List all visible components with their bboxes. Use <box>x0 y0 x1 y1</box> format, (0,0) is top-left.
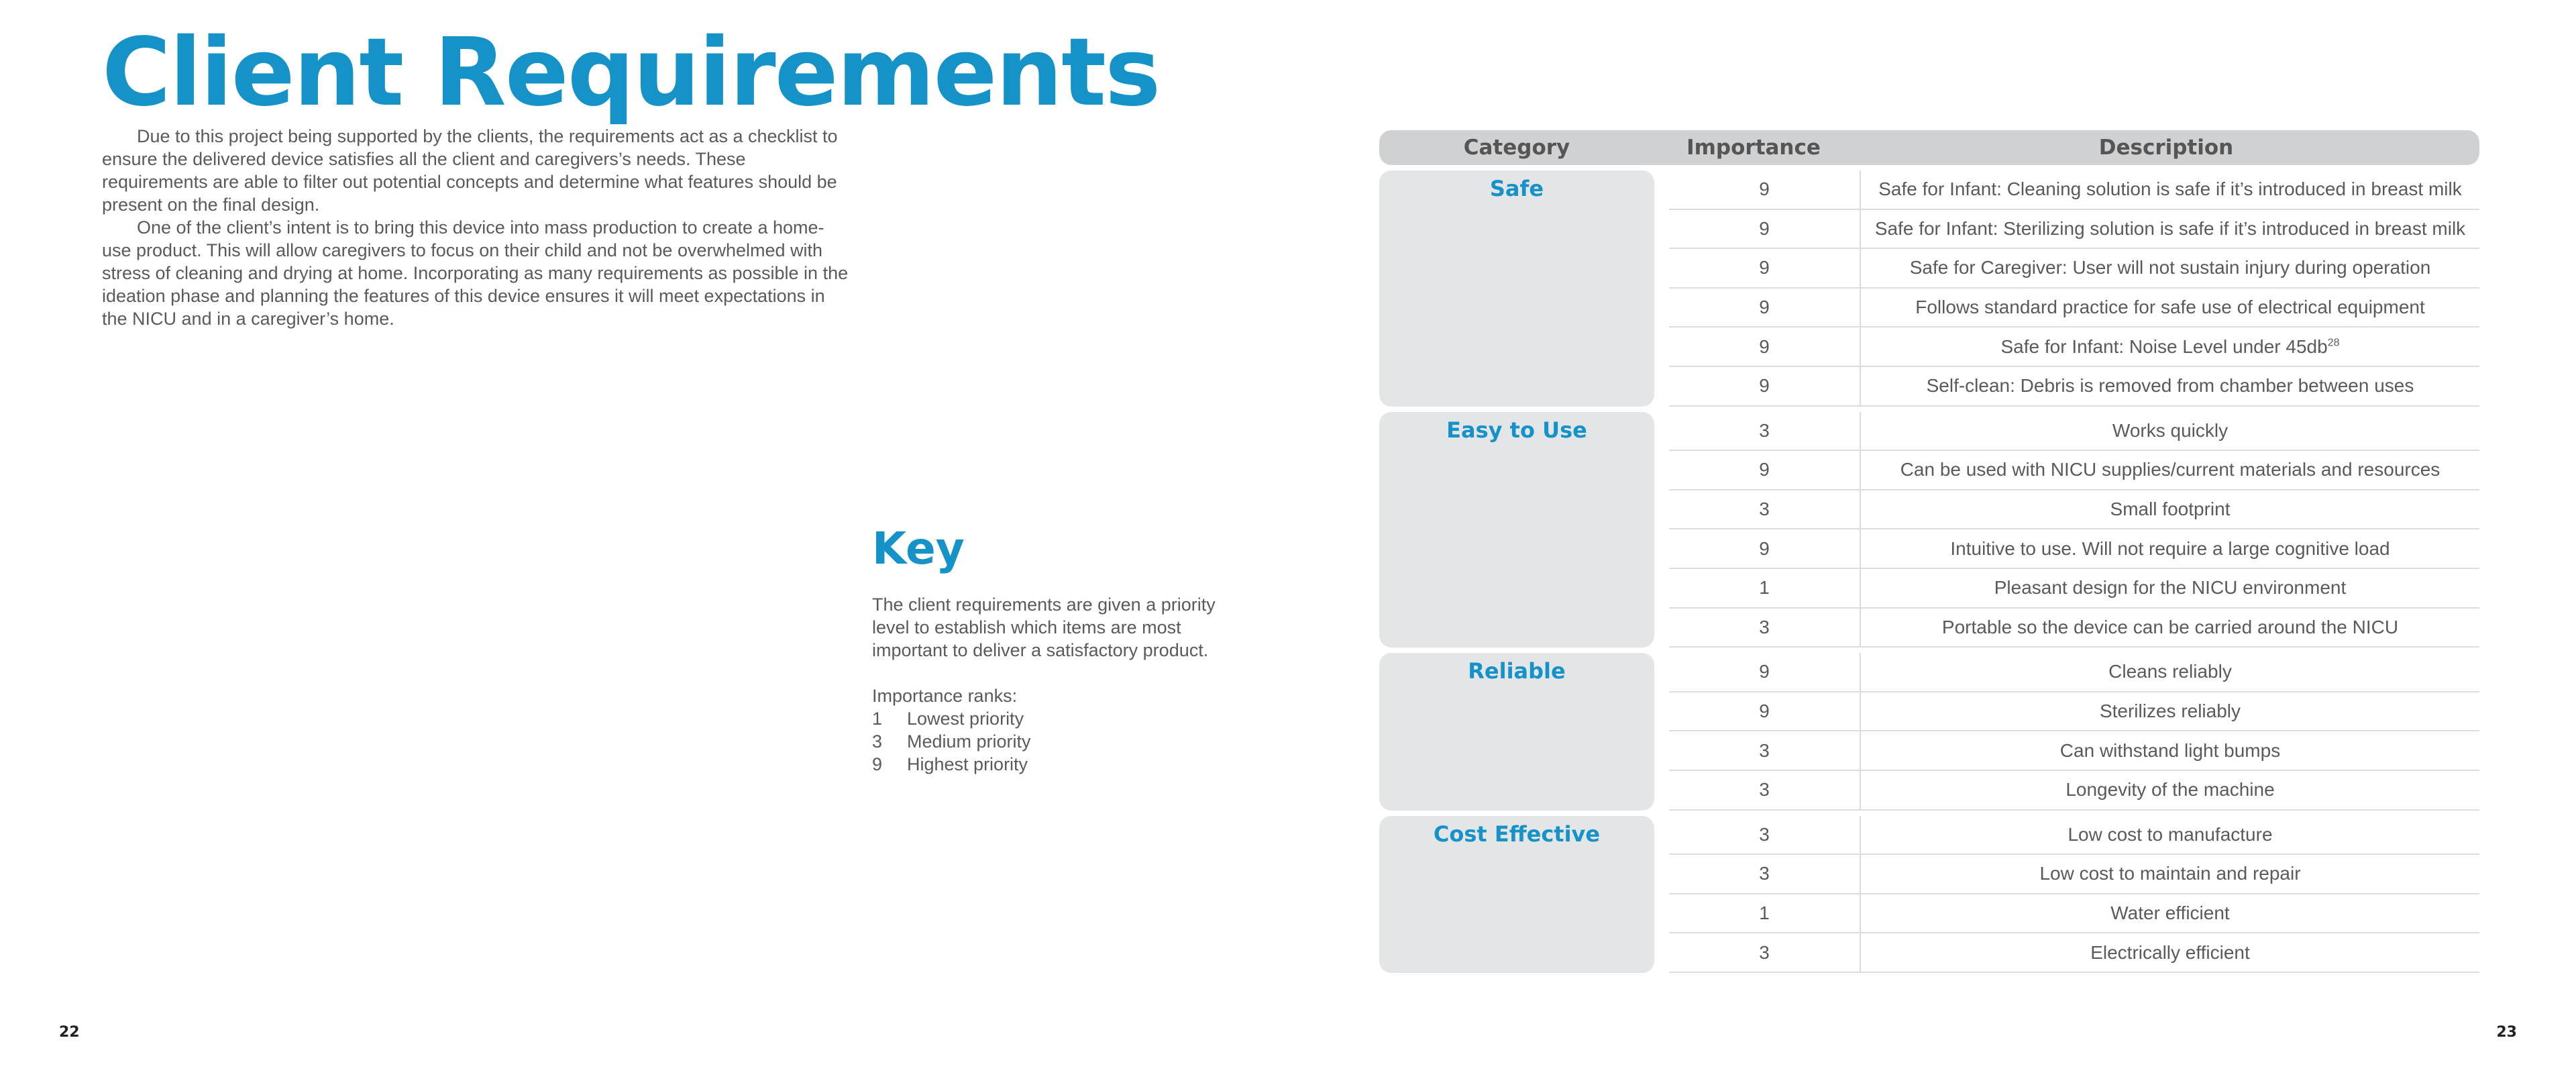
category-rows <box>1669 653 2479 810</box>
table-row <box>1669 933 2479 973</box>
intro-paragraph-1: Due to this project being supported by the clients, the requirements act as a checklist to ensure the delivered device satisfies all the client and caregivers’s needs. These requirements are able to filter out potential concepts and determine what features should be present on the final design. <box>102 126 838 215</box>
importance-cell: 9 <box>1669 327 1861 366</box>
description-text: Safe for Infant: Sterilizing solution is safe if it’s introduced in breast milk <box>1874 217 2466 239</box>
description-cell <box>1861 779 2479 800</box>
description-cell <box>1861 375 2479 397</box>
description-text: Portable so the device can be carried around the NICU <box>1941 616 2399 637</box>
table-row <box>1669 210 2479 250</box>
description-text: Low cost to manufacture <box>2068 823 2273 845</box>
description-text: Low cost to maintain and repair <box>2039 863 2301 884</box>
table-row <box>1669 855 2479 894</box>
table-row <box>1669 249 2479 289</box>
intro-paragraph-2: One of the client’s intent is to bring this device into mass production to create a home-use product. This will allow caregivers to focus on their child and not be overwhelmed with stress of cleaning and drying at home. Incorporating as many requirements as possible in the ideation phase and planning the features of this device ensures it will meet expectations in the NICU and in a caregiver’s home. <box>102 217 849 329</box>
category-rows <box>1669 412 2479 648</box>
table-row <box>1669 529 2479 569</box>
description-text: Water efficient <box>2110 902 2230 923</box>
description-cell <box>1861 617 2479 638</box>
importance-cell: 9 <box>1669 692 1861 731</box>
description-cell <box>1861 577 2479 599</box>
rank-item <box>872 707 1221 730</box>
description-text: Can withstand light bumps <box>2059 739 2281 761</box>
rank-item <box>872 753 1221 776</box>
importance-cell: 1 <box>1669 894 1861 933</box>
intro-text <box>102 125 853 330</box>
table-row <box>1669 771 2479 811</box>
description-text: Works quickly <box>2112 419 2229 441</box>
table-body <box>1379 170 2479 973</box>
table-row <box>1669 653 2479 692</box>
description-text: Safe for Infant: Noise Level under 45db <box>2000 335 2328 357</box>
importance-cell: 9 <box>1669 249 1861 287</box>
description-cell <box>1861 257 2479 278</box>
importance-cell: 9 <box>1669 529 1861 568</box>
description-text: Intuitive to use. Will not require a large cognitive load <box>1950 537 2390 559</box>
page-title: Client Requirements <box>102 18 1160 127</box>
ranks-heading: Importance ranks: <box>872 686 1018 706</box>
table-row <box>1669 816 2479 856</box>
description-text: Safe for Caregiver: User will not sustain injury during operation <box>1909 257 2431 278</box>
table-row <box>1669 609 2479 648</box>
category-rows <box>1669 170 2479 407</box>
table-row <box>1669 170 2479 210</box>
description-cell <box>1861 459 2479 480</box>
rank-label: Highest priority <box>907 754 1028 774</box>
category-label: Reliable <box>1379 653 1654 810</box>
description-cell <box>1861 336 2479 358</box>
importance-cell: 9 <box>1669 289 1861 327</box>
category-group <box>1379 170 2479 407</box>
category-label: Cost Effective <box>1379 816 1654 973</box>
importance-cell: 3 <box>1669 731 1861 770</box>
footnote-reference: 28 <box>2327 337 2340 349</box>
importance-cell: 3 <box>1669 609 1861 647</box>
table-row <box>1669 894 2479 934</box>
table-row <box>1669 731 2479 771</box>
category-label: Easy to Use <box>1379 412 1654 648</box>
description-text: Self-clean: Debris is removed from chamber between uses <box>1926 375 2414 397</box>
key-heading: Key <box>872 523 965 574</box>
description-cell <box>1861 218 2479 240</box>
importance-cell: 1 <box>1669 569 1861 607</box>
importance-cell: 9 <box>1669 210 1861 248</box>
description-cell <box>1861 740 2479 762</box>
page-number-left: 22 <box>59 1024 80 1041</box>
category-group <box>1379 816 2479 973</box>
table-header <box>1379 130 2479 165</box>
rank-label: Medium priority <box>907 731 1031 752</box>
description-cell <box>1861 661 2479 682</box>
description-text: Can be used with NICU supplies/current materials and resources <box>1900 459 2440 480</box>
header-description: Description <box>2098 136 2234 160</box>
description-text: Pleasant design for the NICU environment <box>1994 577 2347 599</box>
description-text: Safe for Infant: Cleaning solution is safe if it’s introduced in breast milk <box>1878 178 2462 200</box>
table-row <box>1669 327 2479 367</box>
table-row <box>1669 412 2479 452</box>
key-description: The client requirements are given a priority level to establish which items are most important to deliver a satisfactory product. <box>872 595 1216 660</box>
rank-number: 1 <box>872 709 883 729</box>
table-row <box>1669 569 2479 609</box>
category-rows <box>1669 816 2479 973</box>
description-cell <box>1861 902 2479 924</box>
category-label: Safe <box>1379 170 1654 407</box>
description-text: Small footprint <box>2110 499 2231 520</box>
description-text: Electrically efficient <box>2090 941 2250 963</box>
importance-cell: 9 <box>1669 653 1861 691</box>
category-group <box>1379 653 2479 810</box>
key-section <box>872 593 1221 776</box>
description-text: Follows standard practice for safe use of electrical equipment <box>1915 297 2425 318</box>
importance-cell: 3 <box>1669 816 1861 854</box>
page-number-right: 23 <box>2496 1024 2517 1041</box>
table-row <box>1669 692 2479 732</box>
description-cell <box>1861 701 2479 722</box>
description-cell <box>1861 538 2479 560</box>
header-importance: Importance <box>1686 136 1821 160</box>
importance-cell: 9 <box>1669 451 1861 489</box>
category-group <box>1379 412 2479 648</box>
description-cell <box>1861 499 2479 520</box>
importance-cell: 9 <box>1669 170 1861 209</box>
description-text: Sterilizes reliably <box>2099 701 2241 722</box>
description-cell <box>1861 178 2479 200</box>
requirements-table <box>1379 130 2479 978</box>
rank-item <box>872 730 1221 753</box>
description-cell <box>1861 297 2479 318</box>
rank-label: Lowest priority <box>907 709 1024 729</box>
table-row <box>1669 289 2479 328</box>
description-cell <box>1861 942 2479 964</box>
importance-cell: 9 <box>1669 367 1861 405</box>
importance-cell: 3 <box>1669 490 1861 529</box>
importance-cell: 3 <box>1669 933 1861 972</box>
importance-cell: 3 <box>1669 855 1861 893</box>
description-cell <box>1861 420 2479 442</box>
description-text: Longevity of the machine <box>2065 779 2275 800</box>
rank-number: 3 <box>872 731 883 752</box>
table-row <box>1669 451 2479 490</box>
description-text: Cleans reliably <box>2108 661 2232 682</box>
table-row <box>1669 367 2479 407</box>
header-category: Category <box>1463 136 1570 160</box>
table-row <box>1669 490 2479 530</box>
importance-cell: 3 <box>1669 412 1861 450</box>
description-cell <box>1861 863 2479 884</box>
description-cell <box>1861 824 2479 845</box>
rank-number: 9 <box>872 754 883 774</box>
importance-cell: 3 <box>1669 771 1861 809</box>
